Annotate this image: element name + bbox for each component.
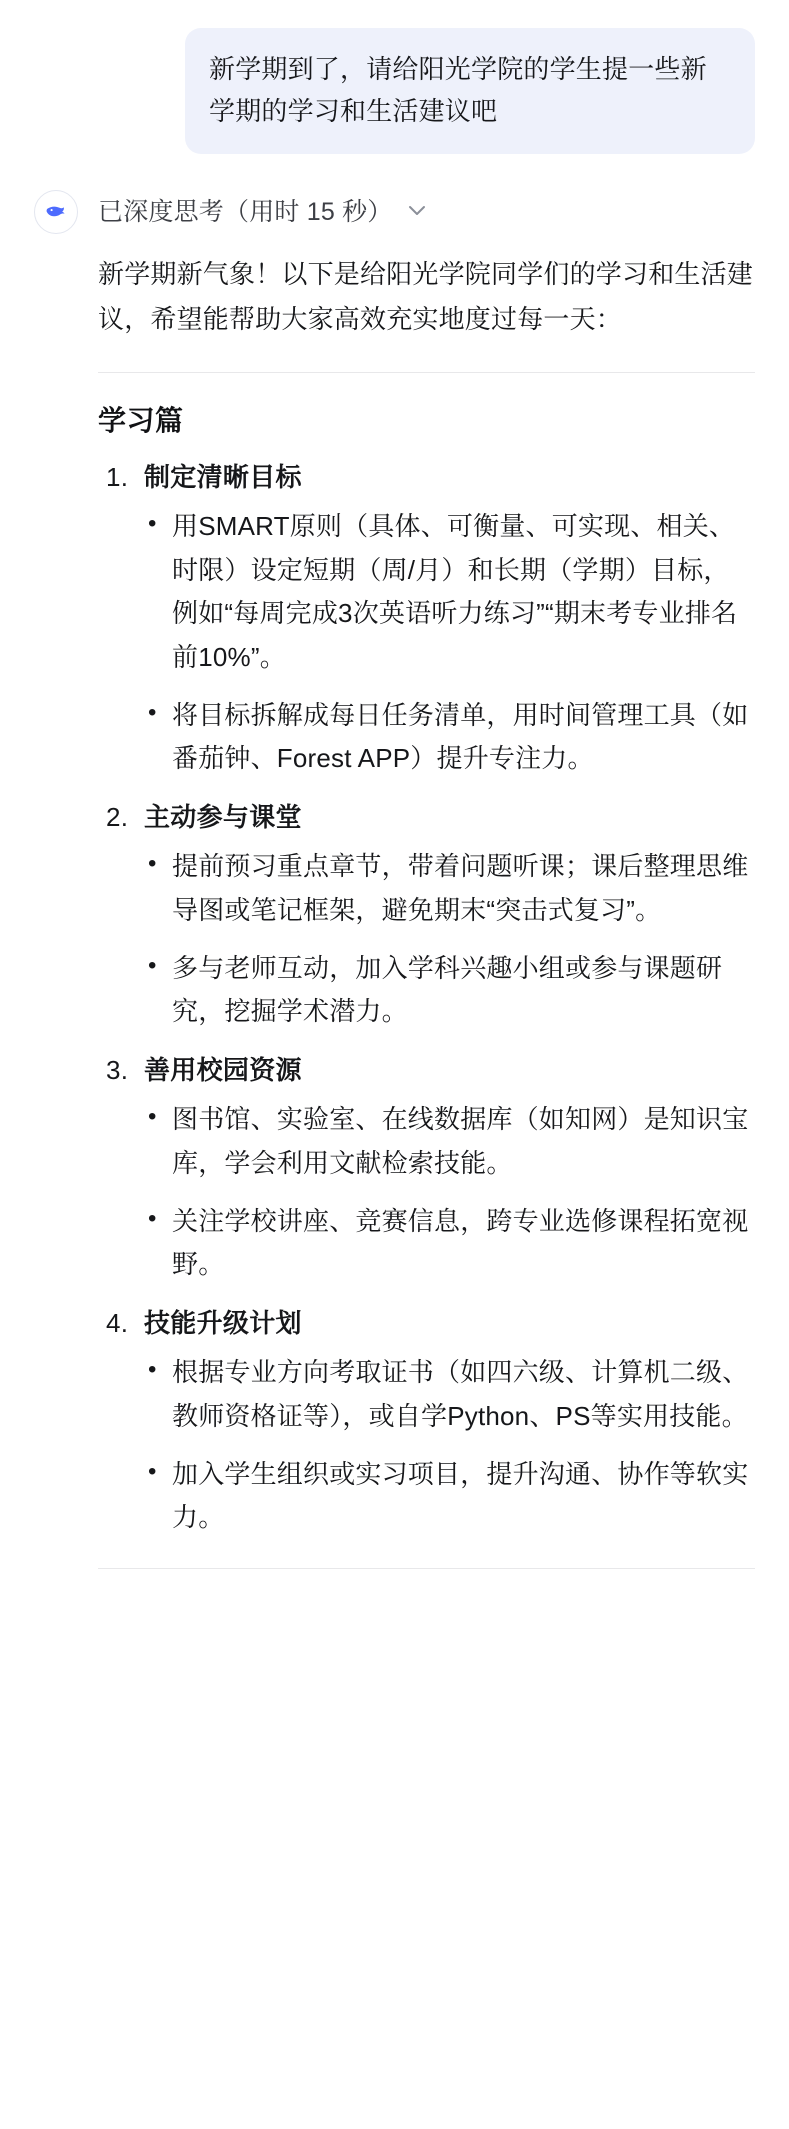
list-item: • 将目标拆解成每日任务清单，用时间管理工具（如番茄钟、Forest APP）提升专注力。: [144, 694, 755, 781]
content-divider-bottom: [98, 1568, 755, 1569]
section-heading: 学习篇: [98, 404, 184, 436]
topic-points: [98, 505, 755, 781]
list-item: [98, 1050, 755, 1287]
whale-logo-icon: [42, 198, 70, 226]
user-message-row: [34, 28, 755, 154]
list-item: • 提前预习重点章节，带着问题听课；课后整理思维导图或笔记框架，避免期末“突击式复习”。: [144, 845, 755, 932]
list-item: • 加入学生组织或实习项目，提升沟通、协作等软实力。: [144, 1453, 755, 1540]
list-item: [98, 457, 755, 781]
topic-heading: 主动参与课堂: [144, 801, 302, 832]
list-item: • 根据专业方向考取证书（如四六级、计算机二级、教师资格证等），或自学Python、PS等实用技能。: [144, 1351, 755, 1438]
assistant-intro-paragraph: 新学期新气象！以下是给阳光学院同学们的学习和生活建议，希望能帮助大家高效充实地度过每一天：: [98, 259, 754, 334]
assistant-body: [98, 188, 755, 1569]
topic-heading: 善用校园资源: [144, 1054, 302, 1085]
assistant-avatar: [34, 190, 78, 234]
list-item: • 多与老师互动，加入学科兴趣小组或参与课题研究，挖掘学术潜力。: [144, 947, 755, 1034]
topic-list: [98, 457, 755, 1540]
thinking-summary-toggle[interactable]: [98, 188, 755, 232]
content-divider: [98, 372, 755, 373]
topic-points: [98, 1351, 755, 1540]
list-item: [98, 1303, 755, 1540]
topic-points: [98, 845, 755, 1034]
topic-heading: 技能升级计划: [144, 1307, 302, 1338]
topic-points: [98, 1098, 755, 1287]
assistant-message: [34, 188, 755, 1569]
list-item: [98, 797, 755, 1034]
user-message-bubble: 新学期到了，请给阳光学院的学生提一些新学期的学习和生活建议吧: [185, 28, 755, 154]
thinking-summary-label: 已深度思考（用时 15 秒）: [98, 198, 393, 227]
list-item: • 关注学校讲座、竞赛信息，跨专业选修课程拓宽视野。: [144, 1200, 755, 1287]
list-item: • 图书馆、实验室、在线数据库（如知网）是知识宝库，学会利用文献检索技能。: [144, 1098, 755, 1185]
chevron-down-icon[interactable]: [405, 198, 429, 222]
topic-heading: 制定清晰目标: [144, 461, 302, 492]
list-item: • 用SMART原则（具体、可衡量、可实现、相关、时限）设定短期（周/月）和长期（学期）目标，例如“每周完成3次英语听力练习”“期末考专业排名前10%”。: [144, 505, 755, 680]
